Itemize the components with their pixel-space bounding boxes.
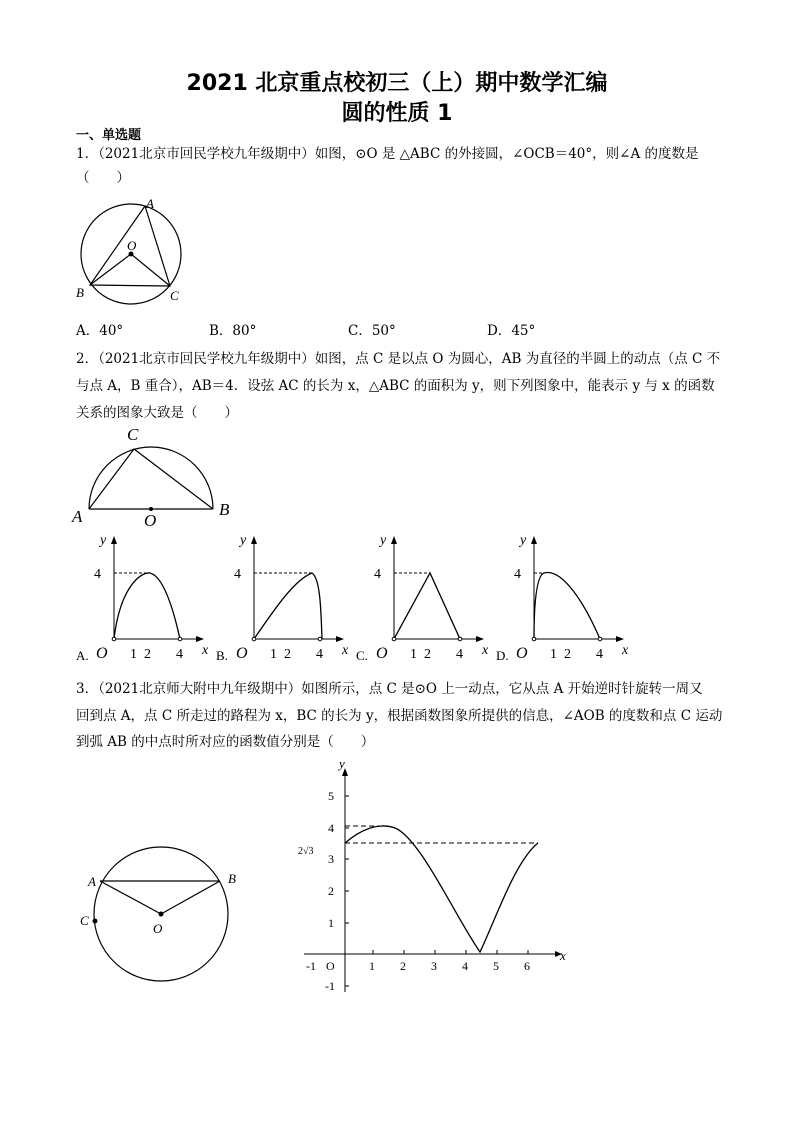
q2-graph-y-label: y — [520, 533, 527, 548]
q1-text-line2: （ ） — [76, 170, 130, 186]
q1-label-a: A — [146, 196, 154, 211]
q1-text-line1: 1．（2021北京市回民学校九年级期中）如图，⊙O 是 △ABC 的外接圆，∠OCB＝40°，则∠A 的度数是 — [76, 146, 699, 162]
q3-label-o: O — [153, 921, 163, 936]
q2-graph-y-label: y — [240, 533, 247, 548]
q2-graph-xtick-2: 2 — [424, 647, 431, 662]
q2-graph-origin: O — [236, 645, 248, 662]
q2-graph-origin: O — [516, 645, 528, 662]
q2-graph-xtick-4: 4 — [316, 647, 323, 662]
q3-xtick-1: 1 — [369, 959, 375, 973]
q2-option-letter-a: A. — [76, 648, 89, 663]
q2-option-graph-a[interactable] — [76, 528, 216, 672]
q3-radius-ob — [161, 881, 220, 914]
q2-graph-y-label: y — [100, 533, 107, 548]
q3-ytick-2: 2 — [328, 884, 334, 898]
q2-graph-ytick-4: 4 — [94, 567, 101, 582]
q1-label-c: C — [170, 288, 179, 303]
q3-curve — [345, 826, 538, 952]
q2-option-graph-b[interactable] — [216, 528, 356, 672]
q2-label-b: B — [219, 500, 230, 519]
q2-graph-xtick-1: 1 — [550, 647, 557, 662]
q2-graph-ytick-4: 4 — [514, 567, 521, 582]
q2-semicircle — [89, 447, 213, 509]
page-title: 2021 北京重点校初三（上）期中数学汇编 — [186, 71, 608, 96]
q3-label-b: B — [228, 871, 236, 886]
q3-ytick-1: 1 — [328, 916, 334, 930]
q3-text-line1: 3．（2021北京师大附中九年级期中）如图所示，点 C 是⊙O 上一动点，它从点 A 开始逆时针旋转一周又 — [76, 681, 703, 697]
q2-text-line1: 2．（2021北京市回民学校九年级期中）如图，点 C 是以点 O 为圆心，AB 为直径的半圆上的动点（点 C 不 — [76, 351, 721, 367]
q2-graph-xtick-1: 1 — [410, 647, 417, 662]
q1-figure — [70, 196, 200, 318]
q3-ytick-4: 4 — [328, 821, 334, 835]
q3-ytick-3: 3 — [328, 852, 334, 866]
q1-option-d[interactable]: D．45° — [487, 323, 536, 339]
q2-graph-origin: O — [96, 645, 108, 662]
q1-option-b[interactable]: B．80° — [209, 323, 257, 339]
q3-label-a: A — [88, 874, 96, 889]
q1-option-c[interactable]: C．50° — [348, 323, 396, 339]
q3-xtick-3: 3 — [431, 959, 437, 973]
q2-option-graph-c[interactable] — [356, 528, 496, 672]
section-heading: 一、单选题 — [76, 128, 142, 143]
q2-label-a: A — [72, 507, 83, 526]
q3-xtick-2: 2 — [400, 959, 406, 973]
q2-graph-xtick-4: 4 — [596, 647, 603, 662]
q2-figure — [64, 420, 244, 530]
q1-label-o: O — [127, 238, 137, 253]
q3-xtick-6: 6 — [524, 959, 530, 973]
q2-graph-ytick-4: 4 — [234, 567, 241, 582]
q1-option-a[interactable]: A．40° — [76, 323, 124, 339]
q2-option-letter-d: D. — [496, 648, 509, 663]
q2-graph-xtick-2: 2 — [144, 647, 151, 662]
q3-xtick-5: 5 — [493, 959, 499, 973]
q2-graph-xtick-2: 2 — [284, 647, 291, 662]
q2-graph-x-label: x — [202, 643, 209, 658]
q2-label-o: O — [144, 511, 157, 530]
q3-origin-label: O — [326, 959, 335, 973]
q2-graph-xtick-1: 1 — [130, 647, 137, 662]
q2-option-graph-d[interactable] — [496, 528, 636, 672]
q2-option-letter-b: B. — [216, 648, 228, 663]
q3-y-label: y — [339, 756, 345, 771]
q3-figure — [74, 834, 244, 1004]
q2-graph-xtick-4: 4 — [456, 647, 463, 662]
q2-graph-origin: O — [376, 645, 388, 662]
q2-graph-xtick-2: 2 — [564, 647, 571, 662]
q3-center-dot — [159, 912, 164, 917]
q3-label-c: C — [80, 913, 89, 928]
q2-text-line3: 关系的图象大致是（ ） — [76, 405, 238, 421]
q3-function-graph — [290, 756, 580, 1000]
q3-point-c — [93, 919, 98, 924]
q2-graph-x-label: x — [482, 643, 489, 658]
q2-label-c: C — [127, 425, 139, 444]
page-subtitle: 圆的性质 1 — [341, 101, 453, 126]
q2-graph-xtick-4: 4 — [176, 647, 183, 662]
q1-segment-oc — [131, 254, 170, 286]
q1-label-b: B — [76, 285, 84, 300]
q2-option-letter-c: C. — [356, 648, 368, 663]
q3-radius-oa — [100, 881, 161, 914]
q2-graph-x-label: x — [342, 643, 349, 658]
q2-graph-ytick-4: 4 — [374, 567, 381, 582]
q3-special-label: 2√3 — [298, 846, 314, 857]
q2-graph-y-label: y — [380, 533, 387, 548]
q3-xtick-neg1: -1 — [306, 959, 316, 973]
q3-xtick-4: 4 — [462, 959, 468, 973]
q2-text-line2: 与点 A，B 重合），AB＝4．设弦 AC 的长为 x，△ABC 的面积为 y，则下列图象中，能表示 y 与 x 的函数 — [76, 378, 715, 394]
q3-x-label: x — [560, 948, 566, 963]
q1-segment-ob — [90, 254, 131, 285]
q2-graph-x-label: x — [622, 643, 629, 658]
q3-text-line3: 到弧 AB 的中点时所对应的函数值分别是（ ） — [76, 734, 375, 750]
q3-ytick-neg1: -1 — [325, 979, 335, 993]
q2-triangle — [89, 449, 213, 509]
q3-ytick-5: 5 — [328, 789, 334, 803]
q3-text-line2: 回到点 A，点 C 所走过的路程为 x，BC 的长为 y，根据函数图象所提供的信息，∠AOB 的度数和点 C 运动 — [76, 708, 723, 724]
q2-graph-xtick-1: 1 — [270, 647, 277, 662]
